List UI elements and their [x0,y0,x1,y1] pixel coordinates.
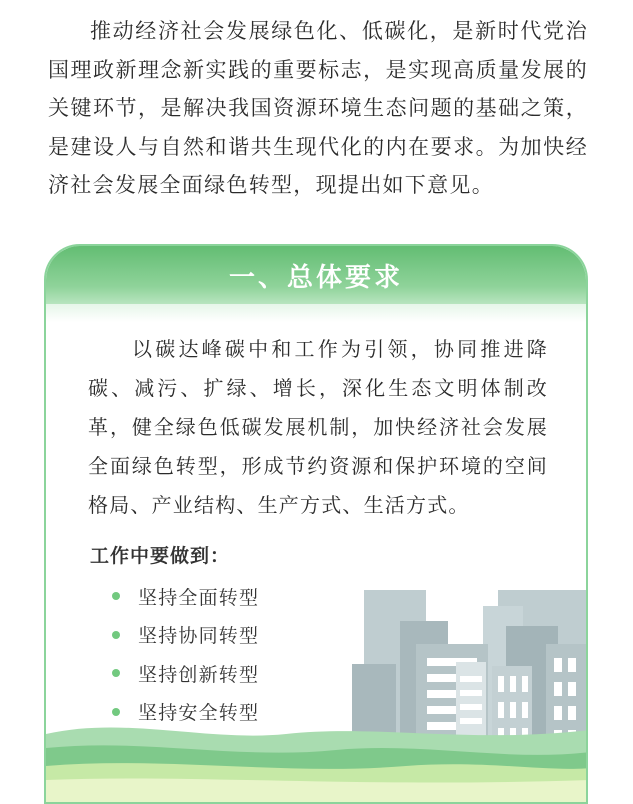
section-body-text: 以碳达峰碳中和工作为引领，协同推进降碳、减污、扩绿、增长，深化生态文明体制改革，健全绿色低碳发展机制，加快经济社会发展全面绿色转型，形成节约资源和保护环境的空间格局、产业结构、生产方式、生活方式。 [88,337,548,517]
list-item-label: 坚持创新转型 [138,663,260,686]
list-item [112,693,259,732]
list-item-label: 坚持全面转型 [138,586,260,609]
bullet-dot [112,669,120,677]
work-heading: 工作中要做到： [90,545,231,567]
section-card [44,244,588,804]
principles-list [112,577,259,731]
list-item [112,616,259,655]
list-item [112,577,259,616]
bullet-dot [112,592,120,600]
intro-paragraph: 推动经济社会发展绿色化、低碳化，是新时代党治国理政新理念新实践的重要标志，是实现高质量发展的关键环节，是解决我国资源环境生态问题的基础之策，是建设人与自然和谐共生现代化的内在要求。为加快经济社会发展全面绿色转型，现提出如下意见。 [48,19,588,198]
section-header [46,246,586,304]
list-item [112,654,259,693]
list-item-label: 坚持安全转型 [138,702,260,725]
header-fade [46,304,586,322]
bullet-dot [112,708,120,716]
section-title: 一、总体要求 [228,262,403,293]
bullet-dot [112,631,120,639]
list-item-label: 坚持协同转型 [138,625,260,648]
